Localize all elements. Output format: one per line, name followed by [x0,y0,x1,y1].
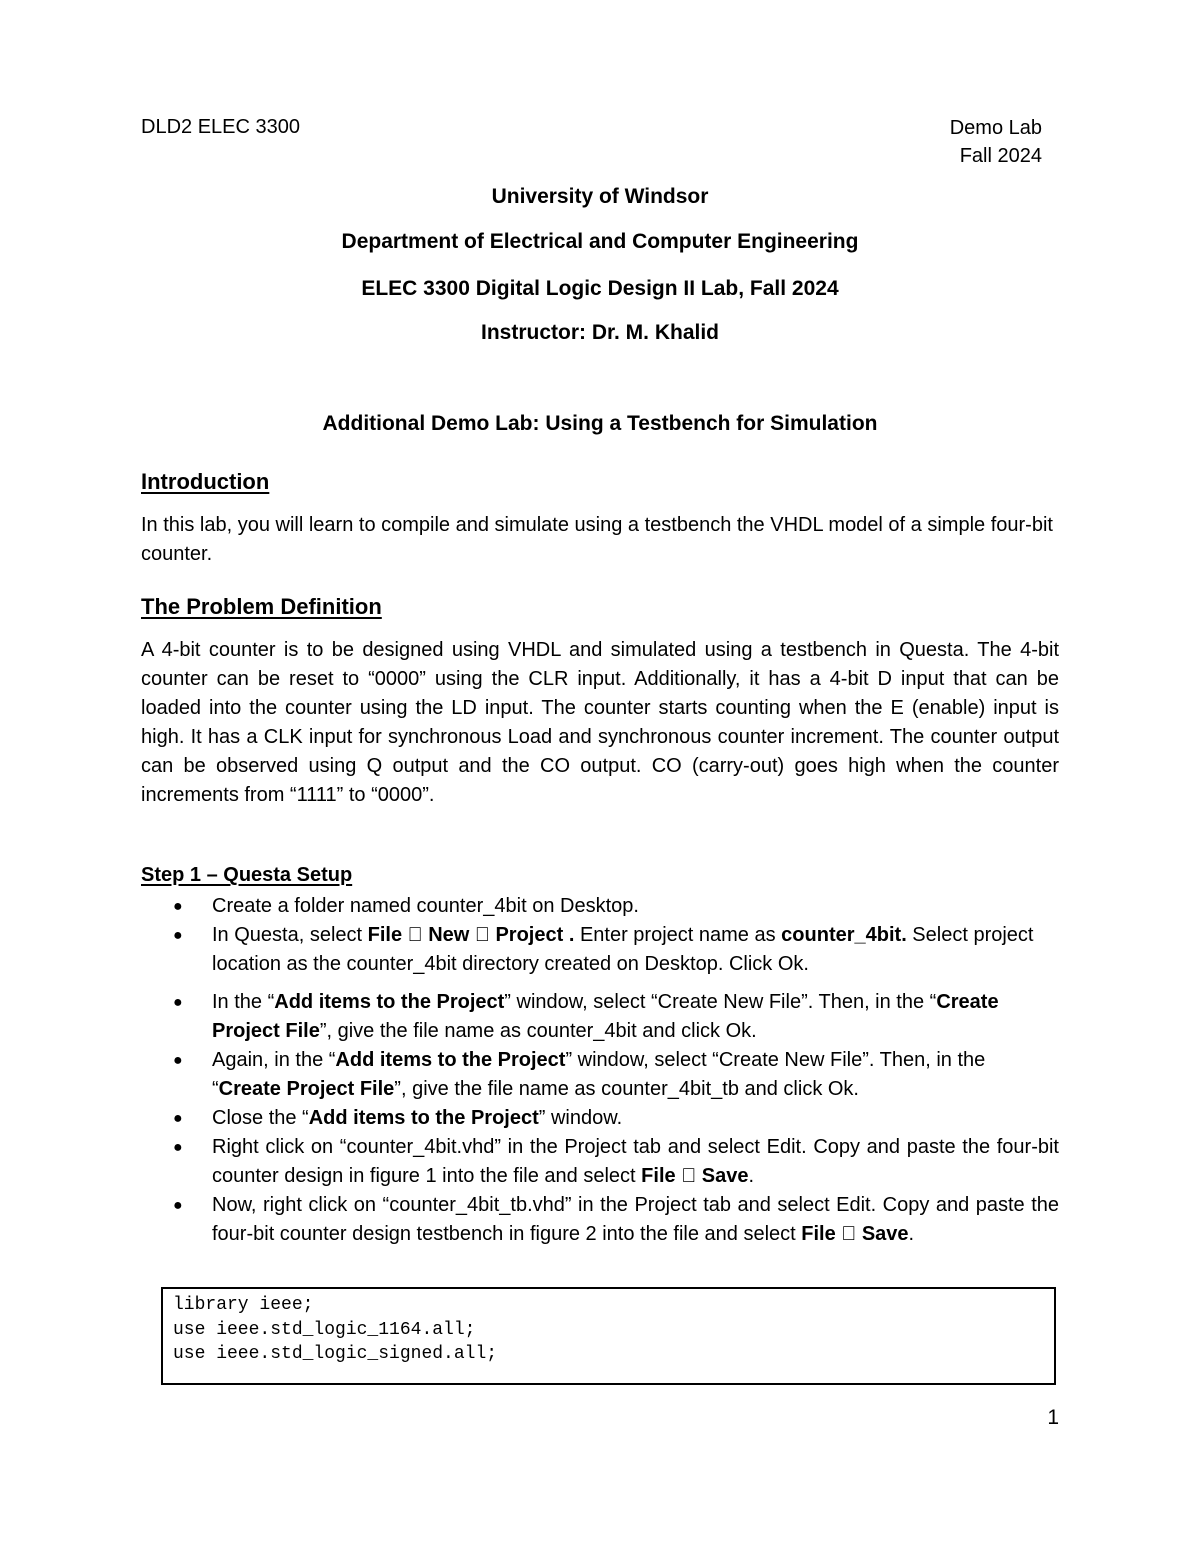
list-item: ● Now, right click on “counter_4bit_tb.vhd” in the Project tab and select Edit. Copy and paste the four-bit counter design testbench in figure 2 into the file and select File   Save. [141,1191,1059,1249]
bullet-icon: ● [173,1052,183,1069]
list-item: ● Close the “Add items to the Project” window. [141,1104,1059,1133]
page-number: 1 [1047,1406,1059,1429]
code-block [161,1287,1056,1385]
introduction-heading: Introduction [141,469,270,494]
step1-heading: Step 1 – Questa Setup [141,864,353,886]
arrow-glyph:   [681,1165,697,1187]
bullet-icon: ● [173,1197,183,1214]
list-item: ● In Questa, select File   New   Project . Enter project name as counter_4bit. Select project location as the counter_4bit directory created on Desktop. Click Ok. [141,921,1059,979]
department-title: Department of Electrical and Computer Engineering [341,230,859,253]
list-item: ● Create a folder named counter_4bit on Desktop. [141,892,1059,921]
course-title: ELEC 3300 Digital Logic Design II Lab, Fall 2024 [361,277,839,300]
code-line: library ieee; [173,1295,314,1315]
list-item: ● In the “Add items to the Project” window, select “Create New File”. Then, in the “Create Project File”, give the file name as counter_4bit and click Ok. [141,988,1059,1046]
problem-heading: The Problem Definition [141,594,382,619]
bullet-icon: ● [173,1110,183,1127]
step1-list [141,892,1059,1249]
header-lab-info [950,114,1042,170]
code-line: use ieee.std_logic_1164.all; [173,1319,476,1340]
introduction-text: In this lab, you will learn to compile and simulate using a testbench the VHDL model of a simple four-bit counter. [141,514,1053,565]
instructor-line: Instructor: Dr. M. Khalid [480,321,719,344]
arrow-glyph:   [407,924,423,946]
list-item: ● Right click on “counter_4bit.vhd” in the Project tab and select Edit. Copy and paste the four-bit counter design in figure 1 into the file and select File   Save. [141,1133,1059,1191]
code-line: use ieee.std_logic_signed.all; [173,1344,498,1364]
header-course-code: DLD2 ELEC 3300 [141,116,300,138]
problem-text: A 4-bit counter is to be designed using VHDL and simulated using a testbench in Questa. The 4-bit counter can be reset to “0000” using the CLR input. Additionally, it has a 4-bit D input that can be loaded into the counter using the LD input. The counter starts counting when the E (enable) input is high. It has a CLK input for synchronous Load and synchronous counter increment. The counter output can be observed using Q output and the CO output. CO (carry-out) goes high when the counter increments from “1111” to “0000”. [141,639,1059,806]
header-lab-name: Demo Lab [949,117,1042,139]
lab-title: Additional Demo Lab: Using a Testbench for Simulation [322,412,878,435]
arrow-glyph:   [841,1223,857,1245]
bullet-icon: ● [173,927,183,944]
bullet-icon: ● [173,1139,183,1156]
bullet-icon: ● [173,898,183,915]
bullet-icon: ● [173,994,183,1011]
header-term: Fall 2024 [959,145,1042,167]
list-item: ● Again, in the “Add items to the Project” window, select “Create New File”. Then, in the “Create Project File”, give the file name as counter_4bit_tb and click Ok. [141,1046,1059,1104]
arrow-glyph:   [474,924,490,946]
university-title: University of Windsor [491,185,709,208]
